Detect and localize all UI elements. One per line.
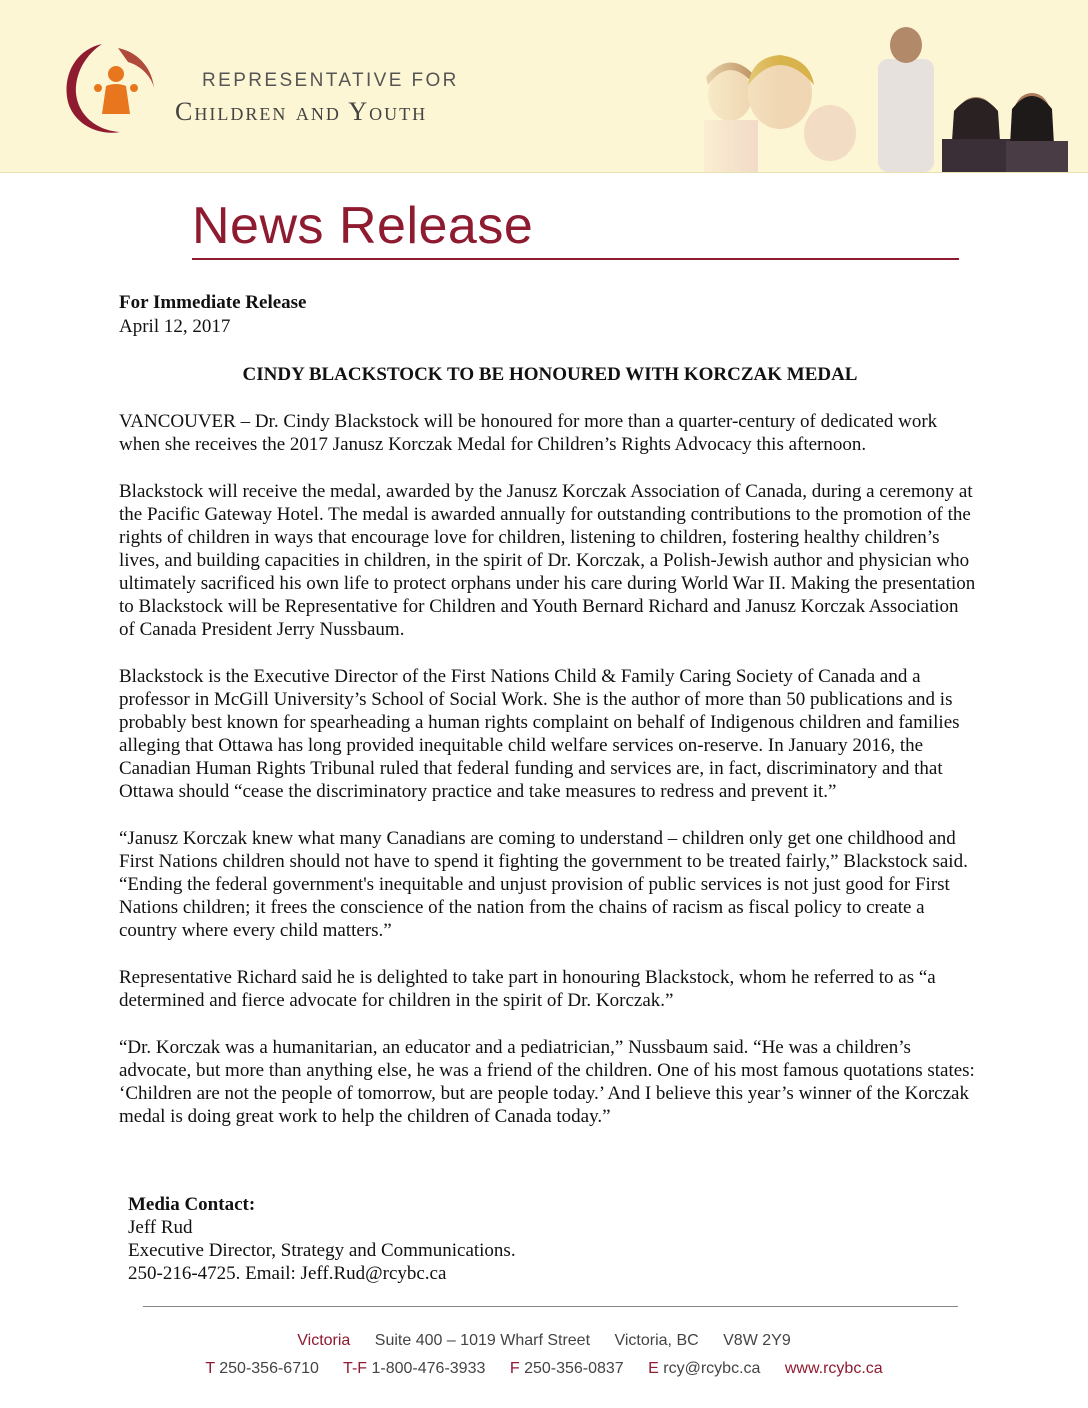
paragraph: “Dr. Korczak was a humanitarian, an educator and a pediatrician,” Nussbaum said. “He was a children’s advocate, but more than anything else, he was a friend of the children. One of his most famous quotations states: ‘Children are not the people of tomorrow, but are people today.’ And I believe this year’s winner of the Korczak medal is doing great work to help the children of Canada today.” <box>119 1037 975 1127</box>
footer-city: Victoria <box>297 1332 351 1349</box>
org-name-line1: REPRESENTATIVE FOR <box>202 70 459 91</box>
paragraph: “Janusz Korczak knew what many Canadians are coming to understand – children only get one childhood and First Nations children should not have to spend it fighting the government to be treated fairly,” Blackstock said. “Ending the federal government's inequitable and unjust provision of public services is not just good for First Nations children; it frees the conscience of the nation from the chains of racism as fiscal policy to create a country where every child matters.” <box>119 828 968 941</box>
footer-postal: V8W 2Y9 <box>723 1332 791 1349</box>
tollfree-value: 1-800-476-3933 <box>371 1360 486 1377</box>
release-date: April 12, 2017 <box>119 316 231 337</box>
article-body <box>119 410 979 1152</box>
title-divider <box>192 258 959 260</box>
headline: CINDY BLACKSTOCK TO BE HONOURED WITH KORCZAK MEDAL <box>242 364 858 385</box>
fax-value: 250-356-0837 <box>524 1360 624 1377</box>
contact-role: Executive Director, Strategy and Communications. <box>128 1240 516 1261</box>
contact-name: Jeff Rud <box>128 1217 193 1238</box>
footer-street: Suite 400 – 1019 Wharf Street <box>374 1332 591 1349</box>
website-link[interactable]: www.rcybc.ca <box>784 1360 883 1377</box>
paragraph: Blackstock will receive the medal, awarded by the Janusz Korczak Association of Canada, during a ceremony at the Pacific Gateway Hotel. The medal is awarded annually for outstanding contributions to the promotion of the rights of children in ways that encourage love for children, listening to children, fostering healthy children’s lives, and building capacities in children, in the spirit of Dr. Korczak, a Polish-Jewish author and physician who ultimately sacrificed his own life to protect orphans under his care during World War II. Making the presentation to Blackstock will be Representative for Children and Youth Bernard Richard and Janusz Korczak Association of Canada President Jerry Nussbaum. <box>119 481 976 640</box>
organization-logo <box>60 38 160 138</box>
contact-label: Media Contact: <box>128 1194 256 1215</box>
footer-address <box>0 1332 1088 1350</box>
phone-value: 250-356-6710 <box>219 1360 319 1377</box>
fax-label: F <box>509 1360 520 1377</box>
footer-divider <box>143 1306 958 1307</box>
email-link[interactable]: rcy@rcybc.ca <box>663 1360 761 1377</box>
release-label: For Immediate Release <box>119 292 307 313</box>
children-photo-collage <box>680 15 1080 172</box>
footer-contact <box>0 1360 1088 1378</box>
header-banner <box>0 0 1088 173</box>
paragraph: VANCOUVER – Dr. Cindy Blackstock will be honoured for more than a quarter-century of dedicated work when she receives the 2017 Janusz Korczak Medal for Children’s Rights Advocacy this afternoon. <box>119 411 938 455</box>
media-contact <box>128 1193 516 1285</box>
page-title: News Release <box>192 197 534 255</box>
tollfree-label: T-F <box>343 1360 368 1377</box>
contact-phone-email: 250-216-4725. Email: Jeff.Rud@rcybc.ca <box>128 1263 447 1284</box>
phone-label: T <box>205 1360 215 1377</box>
paragraph: Blackstock is the Executive Director of the First Nations Child & Family Caring Society of Canada and a professor in McGill University’s School of Social Work. She is the author of more than 50 publications and is probably best known for spearheading a human rights complaint on behalf of Indigenous children and families alleging that Ottawa has long provided inequitable child welfare services on-reserve. In January 2016, the Canadian Human Rights Tribunal ruled that federal funding and services are, in fact, discriminatory and that Ottawa should “cease the discriminatory practice and take measures to redress and prevent it.” <box>119 666 960 802</box>
org-name-line2: Children and Youth <box>175 97 428 126</box>
email-label: E <box>648 1360 659 1377</box>
paragraph: Representative Richard said he is delighted to take part in honouring Blackstock, whom he referred to as “a determined and fierce advocate for children in the spirit of Dr. Korczak.” <box>119 967 936 1011</box>
footer-city-prov: Victoria, BC <box>614 1332 699 1349</box>
